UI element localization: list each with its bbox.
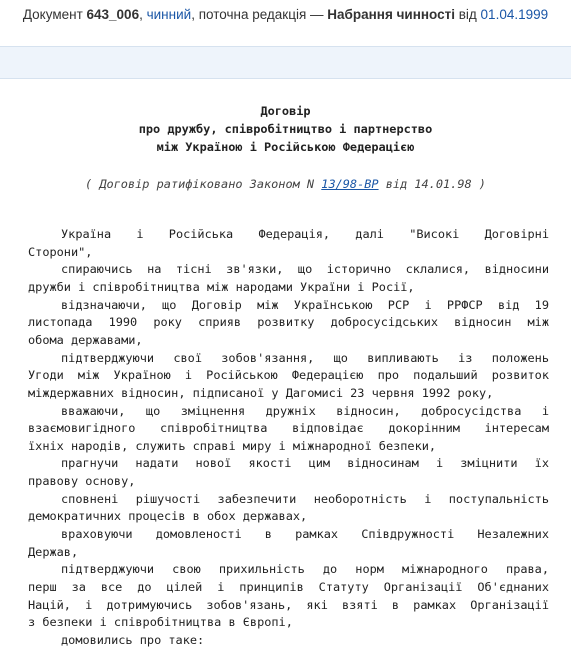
preamble-line: Націй, і дотримуючись зобов'язань, які взяті в рамках Організації	[28, 597, 549, 612]
preamble-line: обома державами,	[28, 332, 143, 347]
title-line-1: Договір	[260, 104, 311, 118]
doc-number: 643_006	[86, 7, 140, 22]
law-link[interactable]: 13/98-ВР	[321, 177, 379, 191]
preamble-line: демократичних процесів в обох державах,	[28, 509, 308, 524]
preamble-line: листопада 1990 року сприяв розвитку добросусідських відносин між	[28, 315, 549, 330]
preamble-line: вважаючи, що зміцнення дружніх відносин, добросусідства і	[61, 403, 549, 418]
preamble-line: Сторони",	[28, 244, 93, 259]
preamble-line: враховуючи домовленості в рамках Співдружності Незалежних	[61, 527, 549, 542]
preamble-line: сповнені рішучості забезпечити необоротність і поступальність	[61, 491, 549, 506]
preamble-line: з безпеки і співробітництва в Європі,	[28, 615, 293, 630]
preamble-line: правову основу,	[28, 474, 136, 489]
preamble-line: Угоди між Україною і Російською Федерацією про подальший розвиток	[28, 368, 549, 383]
preamble-line: взаємовигідного співробітництва відповідає докорінним інтересам	[28, 421, 549, 436]
edition-text: , поточна редакція —	[191, 7, 324, 22]
preamble-line: міждержавних відносин, підписаної у Дагомисі 23 червня 1992 року,	[28, 385, 494, 400]
toolbar-band	[0, 46, 571, 79]
preamble-line: дружби і співробітництва між народами України і Росії,	[28, 279, 415, 294]
preamble-line: відзначаючи, що Договір між Українською РСР і РРФСР від 19	[61, 297, 549, 312]
date-link[interactable]: 01.04.1999	[480, 7, 549, 22]
document-status-bar	[0, 0, 571, 30]
preamble-line: їхніх народів, служить справі миру і міжнародної безпеки,	[28, 438, 437, 453]
preamble-line: домовились про таке:	[61, 632, 205, 647]
preamble-line: прагнучи надати нової якості цим відносинам і зміцнити їх	[61, 456, 549, 471]
status-link[interactable]: чинний	[146, 7, 192, 22]
preamble-line: підтверджуючи свою прихильність до норм міжнародного права,	[61, 562, 549, 577]
status-separator: ,	[139, 7, 143, 22]
preamble-line: спираючись на тісні зв'язки, що історично склалися, відносини	[61, 262, 549, 277]
ratification-prefix: ( Договір ратифіковано Законом N	[85, 177, 315, 191]
preamble-line: Держав,	[28, 544, 79, 559]
preamble-line: Україна і Російська Федерація, далі "Високі Договірні	[61, 227, 549, 241]
ratification-note	[0, 177, 571, 191]
preamble-line: перш за все до цілей і принципів Статуту Організації Об'єднаних	[28, 580, 549, 594]
title-line-3: між Україною і Російською Федерацією	[156, 140, 415, 154]
date-prefix: від	[458, 7, 477, 22]
doc-label: Документ	[22, 7, 83, 22]
event-text: Набрання чинності	[327, 7, 455, 22]
ratification-suffix: від 14.01.98 )	[385, 177, 486, 191]
title-line-2: про дружбу, співробітництво і партнерство	[138, 122, 433, 136]
preamble-line: підтверджуючи свої зобов'язання, що випливають із положень	[61, 350, 549, 365]
